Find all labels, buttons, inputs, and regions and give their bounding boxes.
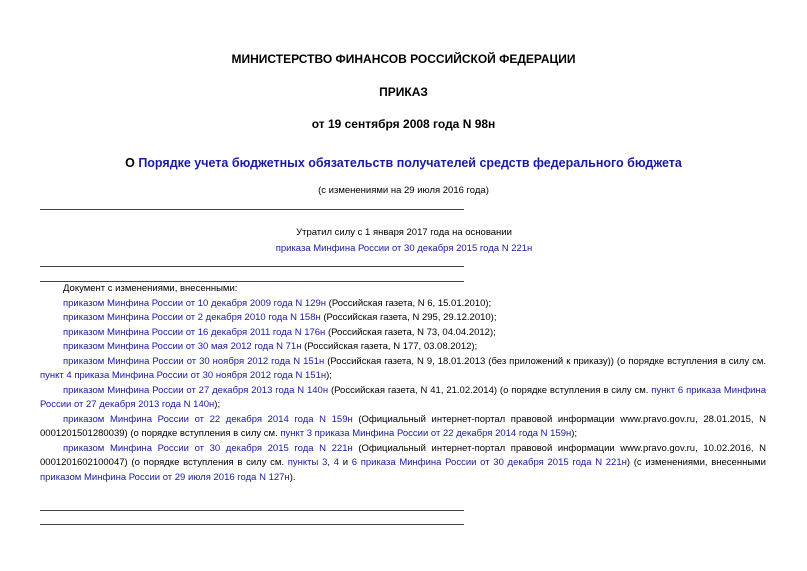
amendment-item: [40, 311, 766, 326]
divider: [40, 510, 464, 511]
amendment-link[interactable]: приказом Минфина России от 16 декабря 2011 года N 176н: [63, 326, 326, 338]
expired-note-line: Утратил силу с 1 января 2017 года на основании: [296, 227, 512, 238]
amendment-item: [40, 340, 766, 355]
amendment-tail: ) (с изменениями, внесенными: [626, 457, 766, 468]
title-prefix: О: [125, 156, 139, 170]
amendment-tail: ).: [289, 471, 296, 483]
amendment-separator: и: [339, 457, 352, 468]
amendment-link[interactable]: приказом Минфина России от 10 декабря 2009 года N 129н: [63, 297, 327, 309]
expired-note-link: [200, 243, 608, 254]
ministry-heading: МИНИСТЕРСТВО ФИНАНСОВ РОССИЙСКОЙ ФЕДЕРАЦИИ: [231, 52, 576, 66]
amendment-link[interactable]: приказом Минфина России от 30 декабря 2015 года N 221н: [63, 442, 353, 454]
amendment-link[interactable]: приказом Минфина России от 30 мая 2012 года N 71н: [63, 341, 302, 352]
date-number-heading: от 19 сентября 2008 года N 98н: [311, 117, 496, 131]
amendment-item: [40, 413, 766, 442]
document-title: [0, 156, 807, 170]
revision-note: (с изменениями на 29 июля 2016 года): [318, 185, 489, 196]
divider: [40, 266, 464, 267]
amendment-item: [40, 297, 766, 312]
amendment-link[interactable]: приказом Минфина России от 2 декабря 2010 года N 158н: [63, 312, 321, 323]
expired-basis-link[interactable]: приказа Минфина России от 30 декабря 2015 года N 221н: [275, 243, 533, 254]
amendment-source: (Российская газета, N 6, 15.01.2010);: [326, 297, 492, 309]
amendments-block: [40, 282, 766, 485]
title-link[interactable]: Порядке учета бюджетных обязательств получателей средств федерального бюджета: [138, 156, 682, 170]
amendment-tail: );: [571, 428, 578, 439]
amendment-source: (Официальный интернет-портал правовой информации www.pravo.gov.ru, 10.02.2016, N 0001201602100047) (о порядке вступления в силу см.: [40, 442, 766, 468]
amendment-tail: );: [326, 370, 332, 381]
amendment-link[interactable]: приказом Минфина России от 22 декабря 2014 года N 159н: [63, 413, 353, 425]
amendment-item: [40, 384, 766, 413]
amendment-source: (Российская газета, N 9, 18.01.2013 (без приложений к приказу)) (о порядке вступления в силу см.: [324, 355, 766, 367]
effective-date-link[interactable]: пункты 3: [287, 457, 328, 468]
amendment-link[interactable]: приказом Минфина России от 30 ноября 2012 года N 151н: [63, 355, 325, 367]
amendments-intro: Документ с изменениями, внесенными:: [63, 283, 238, 294]
divider: [40, 209, 464, 210]
amendment-source: (Российская газета, N 41, 21.02.2014) (о порядке вступления в силу см.: [328, 384, 652, 396]
amendment-item: [40, 355, 766, 384]
amendment-source: (Российская газета, N 295, 29.12.2010);: [320, 312, 497, 323]
effective-date-link[interactable]: 6 приказа Минфина России от 30 декабря 2015 года N 221н: [351, 457, 627, 468]
doc-type-heading: ПРИКАЗ: [379, 85, 428, 99]
effective-date-link[interactable]: пункт 4 приказа Минфина России от 30 ноября 2012 года N 151н: [40, 370, 327, 381]
effective-date-link[interactable]: пункт 3 приказа Минфина России от 22 декабря 2014 года N 159н: [280, 428, 572, 439]
effective-date-link[interactable]: пункт 6 приказа Минфина России от 27 декабря 2013 года N 140н: [40, 384, 766, 410]
effective-date-link[interactable]: 4: [333, 457, 339, 468]
amendment-source: (Российская газета, N 177, 03.08.2012);: [301, 341, 478, 352]
amendment-separator: ,: [327, 457, 334, 468]
amendment-source: (Официальный интернет-портал правовой информации www.pravo.gov.ru, 28.01.2015, N 0001201501280039) (о порядке вступления в силу см.: [40, 413, 766, 439]
amendment-source: (Российская газета, N 73, 04.04.2012);: [325, 326, 496, 338]
amendment-item: [40, 326, 766, 341]
amendment-tail: );: [214, 399, 221, 410]
divider: [40, 524, 464, 525]
amendment-item: [40, 442, 766, 486]
nested-amendment-link[interactable]: приказом Минфина России от 29 июля 2016 года N 127н: [40, 471, 290, 483]
amendment-link[interactable]: приказом Минфина России от 27 декабря 2013 года N 140н: [63, 384, 329, 396]
